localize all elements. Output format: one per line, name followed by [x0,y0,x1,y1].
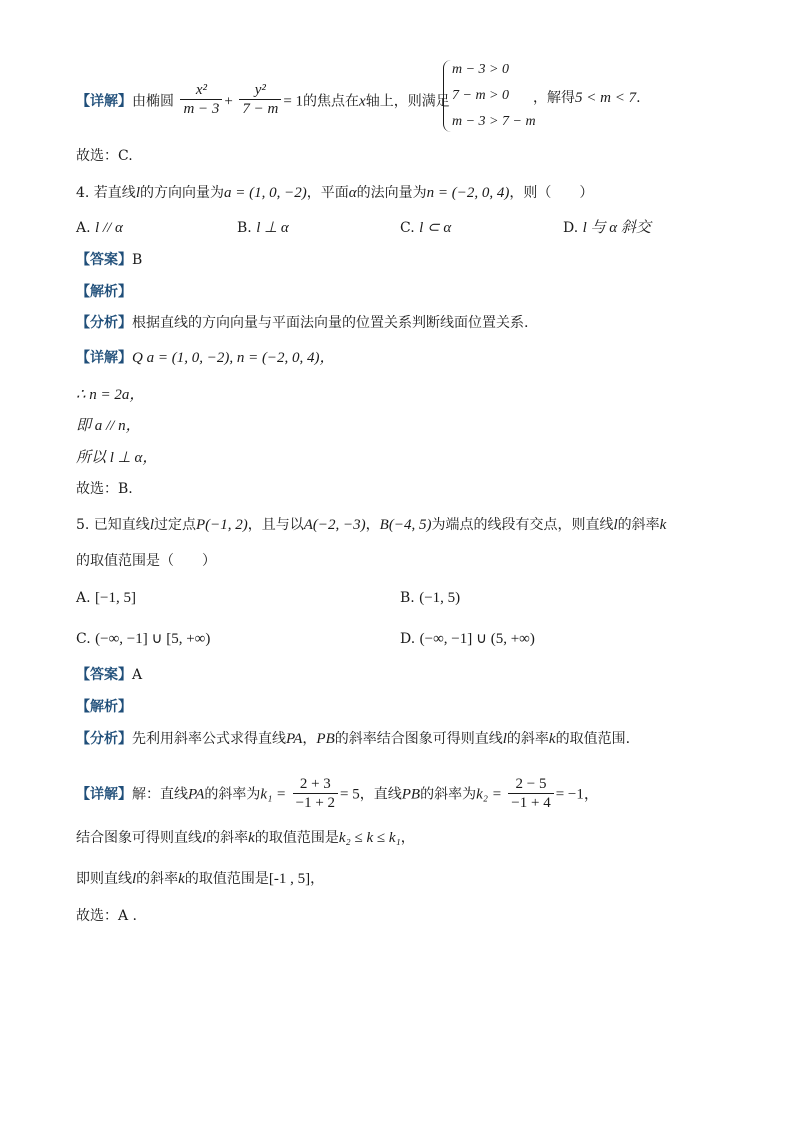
system-brace [443,60,452,132]
system-row-3: m − 3 > 7 − m [452,114,536,129]
q4-detail-1: 【详解】Q a = (1, 0, −2), n = (−2, 0, 4)， [76,350,335,366]
q5-option-c: C. (−∞, −1] ∪ [5, +∞) [76,631,211,647]
q4-analysis-tag: 【解析】 [76,284,132,300]
fraction-k2: $\frac{2 - 5}{-1 + 4}$ [508,775,553,812]
q4-fenxi: 【分析】根据直线的方向向量与平面法向量的位置关系判断线面位置关系. [76,315,529,331]
fraction-k1: $\frac{2 + 3}{-1 + 2}$ [293,775,338,812]
q5-option-a: A. [−1, 5] [76,590,136,606]
system-row-1: m − 3 > 0 [452,62,510,77]
detail-text: 由椭圆 [132,93,174,110]
ellipse-detail-line: 【详解】由椭圆 $\frac{\text{x²}}{m - 3}$ + $\frac{\text{y²}}{7 - m}$ = 1的焦点在x轴上，则满足 [76,82,450,117]
q5-fenxi: 【分析】先利用斜率公式求得直线PA，PB的斜率结合图象可得则直线l的斜率k的取值范围. [76,731,631,747]
q5-choose: 故选：A . [76,908,138,924]
q4-choose: 故选：B. [76,481,133,497]
q4-option-c: C. l ⊂ α [400,220,452,236]
q4-option-b: B. l ⊥ α [237,220,289,236]
ellipse-result: ，解得5 < m < 7. [533,90,641,106]
detail-tag: 【详解】 [76,93,132,110]
choose-c: 故选：C. [76,148,133,164]
q5-combine: 结合图象可得则直线l的斜率k的取值范围是k₂ ≤ k ≤ k₁， [76,830,415,846]
system-row-2: 7 − m > 0 [452,88,510,103]
q4-option-d: D. l 与 α 斜交 [563,220,651,236]
q5-range: 即则直线l的斜率k的取值范围是[-1 , 5]， [76,871,325,887]
q5-analysis-tag: 【解析】 [76,699,132,715]
q5-stem-line1: 5. 已知直线l过定点P(−1, 2)，且与以A(−2, −3)，B(−4, 5)为端点的线段有交点，则直线l的斜率k [76,517,667,533]
q5-stem-line2: 的取值范围是（ ） [76,553,216,569]
q4-detail-4: 所以 l ⊥ α， [76,450,158,466]
q4-detail-3: 即 a // n， [76,418,141,434]
q5-option-b: B. (−1, 5) [400,590,461,606]
q5-answer: 【答案】A [76,667,143,683]
fraction-x2: $\frac{\text{x²}}{m - 3}$ [180,81,222,118]
q4-detail-2: ∴ n = 2a， [76,387,145,403]
q4-option-a: A. l // α [76,220,123,236]
q5-detail-slopes: 【详解】解：直线PA的斜率为k₁ = $\frac{2 + 3}{-1 + 2}$ = 5，直线PB的斜率为k₂ = $\frac{2 - 5}{-1 + 4}$ = −1， [76,776,599,811]
q4-answer: 【答案】B [76,252,143,268]
q5-option-d: D. (−∞, −1] ∪ (5, +∞) [400,631,535,647]
fraction-y2: $\frac{\text{y²}}{7 - m}$ [239,81,281,118]
q4-stem: 4. 若直线l的方向向量为a = (1, 0, −2)，平面α的法向量为n = (−2, 0, 4)，则（ ） [76,185,594,201]
